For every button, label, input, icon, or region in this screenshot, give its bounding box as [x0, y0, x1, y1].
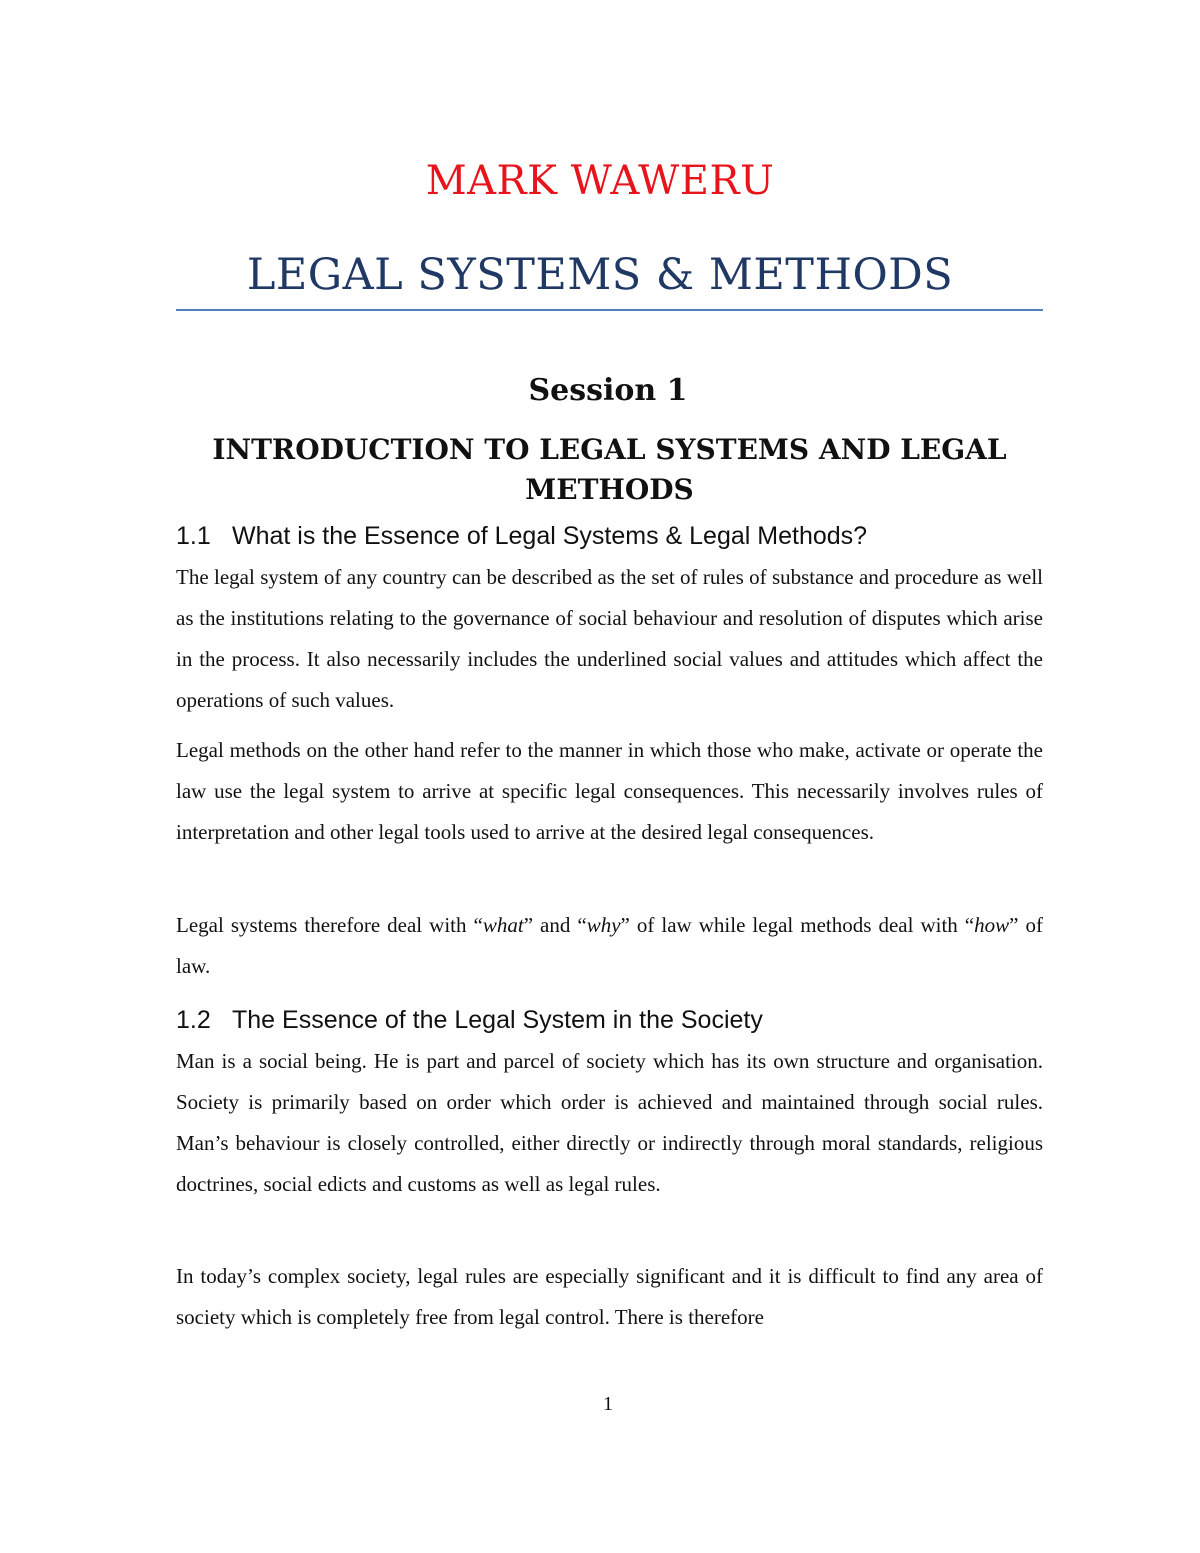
- text-fragment: ” of law while legal methods deal with “: [620, 913, 975, 937]
- section-number: 1.1: [176, 522, 211, 550]
- section-title: The Essence of the Legal System in the Society: [232, 1006, 763, 1034]
- text-fragment: ” and “: [523, 913, 587, 937]
- session-label: Session 1: [528, 373, 688, 408]
- paragraph-text: Man is a social being. He is part and parcel of society which has its own structure and organisation. Society is primarily based on order which order is achieved and maintained through social rules. Man’s behaviour is closely controlled, either directly or indirectly through moral standards, religious doctrines, social edicts and customs as well as legal rules.: [176, 1049, 1043, 1196]
- session-subtitle: INTRODUCTION TO LEGAL SYSTEMS AND LEGAL METHODS: [212, 433, 1007, 506]
- author-name: MARK WAWERU: [425, 158, 775, 204]
- paragraph-what-why-how: [176, 905, 1043, 987]
- section-title: What is the Essence of Legal Systems & Legal Methods?: [232, 522, 868, 550]
- emphasis-what: what: [482, 913, 524, 937]
- section-number: 1.2: [176, 1006, 211, 1034]
- section-heading-1-1: [176, 522, 1043, 551]
- paragraph-text: Legal methods on the other hand refer to the manner in which those who make, activate or operate the law use the legal system to arrive at specific legal consequences. This necessarily involves rules of interpretation and other legal tools used to arrive at the desired legal consequences.: [176, 738, 1043, 844]
- emphasis-how: how: [974, 913, 1010, 937]
- section-heading-1-2: [176, 1006, 1043, 1035]
- paragraph-social-being: [176, 1041, 1043, 1205]
- paragraph-text: In today’s complex society, legal rules are especially significant and it is difficult to find any area of society which is completely free from legal control. There is therefore: [176, 1264, 1043, 1329]
- page-number: 1: [603, 1393, 613, 1415]
- document-title: LEGAL SYSTEMS & METHODS: [246, 250, 954, 300]
- paragraph-legal-methods: [176, 730, 1043, 853]
- title-divider: [176, 309, 1043, 311]
- text-fragment: ” of law.: [176, 913, 1043, 978]
- emphasis-why: why: [586, 913, 621, 937]
- text-fragment: Legal systems therefore deal with “: [176, 913, 483, 937]
- paragraph-complex-society: [176, 1256, 1043, 1338]
- paragraph-legal-system: [176, 557, 1043, 721]
- paragraph-text: The legal system of any country can be described as the set of rules of substance and procedure as well as the institutions relating to the governance of social behaviour and resolution of disputes which arise in the process. It also necessarily includes the underlined social values and attitudes which affect the operations of such values.: [176, 565, 1043, 712]
- paragraph-text: [176, 905, 1043, 987]
